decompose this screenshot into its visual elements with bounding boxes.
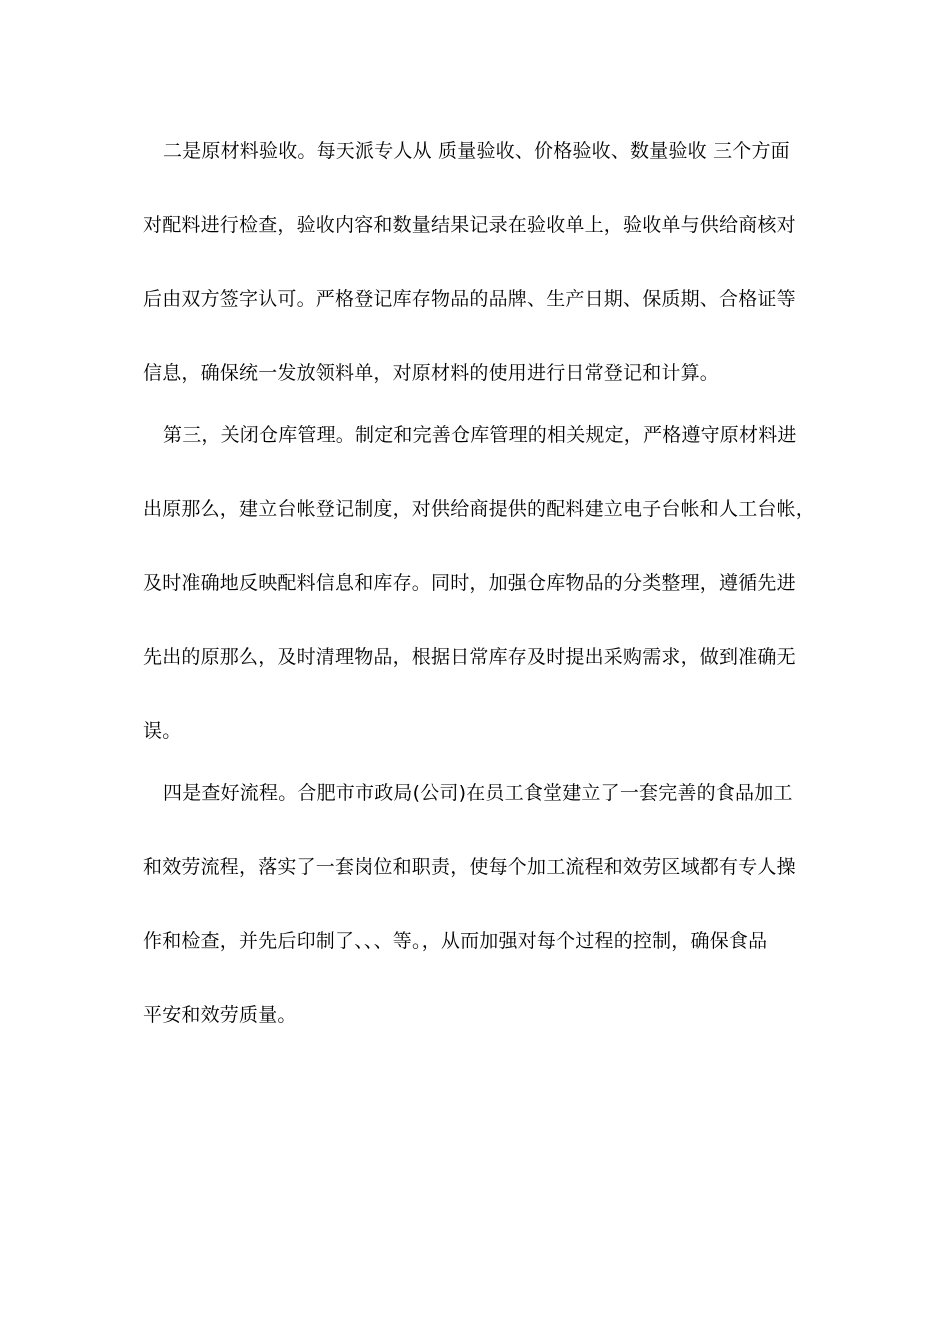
paragraph-line: 信息，确保统一发放领料单，对原材料的使用进行日常登记和计算。 xyxy=(143,362,720,384)
paragraph-line: 二是原材料验收。每天派专人从 质量验收、价格验收、数量验收 三个方面 xyxy=(163,140,790,162)
paragraph-process-check xyxy=(143,761,803,1057)
paragraph-line: 作和检查，并先后印制了、、、等。，从而加强对每个过程的控制，确保食品 xyxy=(143,930,768,952)
paragraph-line: 平安和效劳质量。 xyxy=(143,1004,297,1026)
paragraph-line: 后由双方签字认可。严格登记库存物品的品牌、生产日期、保质期、合格证等 xyxy=(143,288,796,310)
paragraph-warehouse-management xyxy=(143,403,816,761)
paragraph-line: 及时准确地反映配料信息和库存。同时，加强仓库物品的分类整理，遵循先进 xyxy=(143,572,796,594)
paragraph-line: 误。 xyxy=(143,720,182,742)
paragraph-line: 对配料进行检查，验收内容和数量结果记录在验收单上，验收单与供给商核对 xyxy=(143,214,796,236)
paragraph-line: 先出的原那么，及时清理物品，根据日常库存及时提出采购需求，做到准确无 xyxy=(143,646,796,668)
document-body xyxy=(143,119,816,1057)
paragraph-raw-material-acceptance xyxy=(143,119,803,403)
paragraph-line: 和效劳流程，落实了一套岗位和职责，使每个加工流程和效劳区域都有专人操 xyxy=(143,856,796,878)
paragraph-line: 第三，关闭仓库管理。制定和完善仓库管理的相关规定，严格遵守原材料进 xyxy=(163,424,797,446)
paragraph-line: 出原那么，建立台帐登记制度，对供给商提供的配料建立电子台帐和人工台帐， xyxy=(143,498,816,520)
paragraph-line: 四是查好流程。合肥市市政局(公司)在员工食堂建立了一套完善的食品加工 xyxy=(163,782,793,804)
